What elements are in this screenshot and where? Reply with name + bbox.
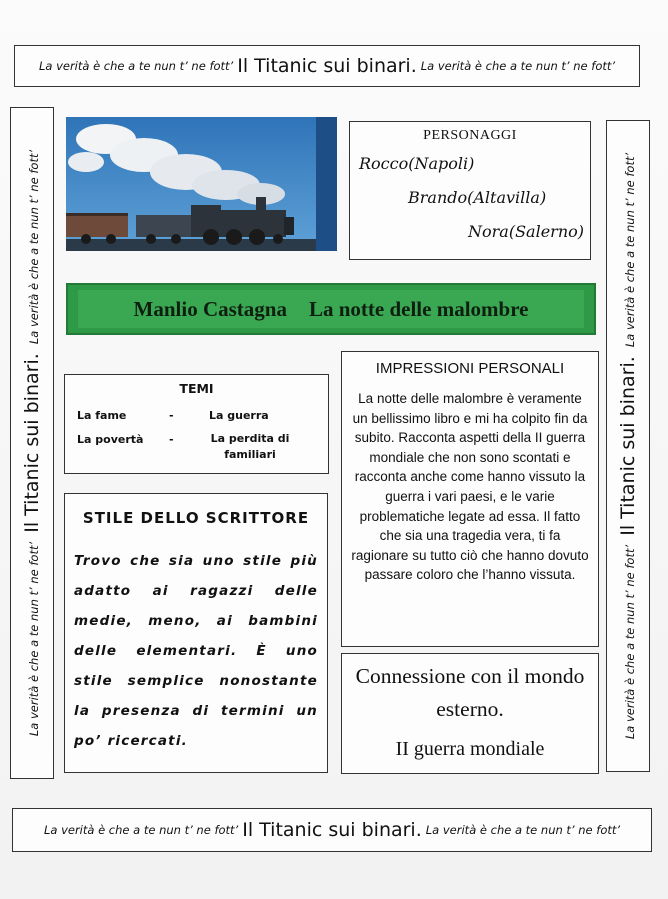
banner-suffix: La verità è che a te nun t’ ne fott’ [420, 59, 616, 73]
impressioni-box [341, 351, 599, 647]
right-banner-title: Il Titanic sui binari. [617, 356, 640, 536]
banner-title: Il Titanic sui binari. [242, 819, 422, 841]
personaggi-item-rocco: Rocco(Napoli) [359, 154, 475, 173]
top-banner [14, 45, 640, 87]
author-name: Manlio Castagna [133, 296, 287, 321]
train-image [66, 117, 337, 251]
tema-poverta: La povertà [77, 433, 144, 446]
tema-perdita: La perdita di familiari [210, 432, 290, 461]
bottom-banner [12, 808, 652, 852]
personaggi-item-brando: Brando(Altavilla) [408, 188, 547, 207]
book-title: La notte delle malombre [308, 296, 529, 321]
title-bar-inner [78, 290, 584, 328]
tema-guerra: La guerra [209, 409, 269, 422]
right-banner-prefix: La verità è che a te nun t’ ne fott’ [623, 544, 638, 740]
title-bar [66, 283, 596, 335]
temi-box [64, 374, 329, 474]
tema-separator: - [169, 409, 174, 422]
train-icon [66, 117, 337, 251]
connessione-item: II guerra mondiale [395, 738, 545, 760]
personaggi-item-nora: Nora(Salerno) [468, 222, 584, 241]
banner-title: Il Titanic sui binari. [237, 55, 417, 77]
right-banner-suffix: La verità è che a te nun t’ ne fott’ [623, 152, 638, 348]
left-banner-suffix: La verità è che a te nun t’ ne fott’ [27, 149, 42, 345]
right-vertical-banner [606, 120, 650, 772]
left-banner-title: Il Titanic sui binari. [21, 353, 44, 533]
temi-heading: TEMI [179, 381, 214, 396]
stile-text: Trovo che sia uno stile più adatto ai ragazzi delle medie, meno, ai bambini delle elementari. È uno stile semplice nonostante la presenza di termini un po’ ricercati. [74, 553, 318, 749]
left-vertical-banner [10, 107, 54, 779]
connessione-box [341, 653, 599, 774]
banner-suffix: La verità è che a te nun t’ ne fott’ [425, 823, 621, 837]
banner-prefix: La verità è che a te nun t’ ne fott’ [38, 59, 234, 73]
impressioni-heading: IMPRESSIONI PERSONALI [375, 360, 565, 377]
connessione-heading: Connessione con il mondo esterno. [355, 664, 585, 721]
tema-separator: - [169, 433, 174, 446]
stile-box [64, 493, 328, 773]
banner-prefix: La verità è che a te nun t’ ne fott’ [43, 823, 239, 837]
left-banner-prefix: La verità è che a te nun t’ ne fott’ [27, 541, 42, 737]
personaggi-box [349, 121, 591, 260]
impressioni-text: La notte delle malombre è veramente un bellissimo libro e mi ha colpito fin da subito. Racconta aspetti della II guerra mondiale che non sono scontati e racconta anche come hanno vissuto la guerra i vari paesi, e le varie problematiche legate ad essa. Il fatto che sia una tragedia vera, ti fa ragionare su tutto ciò che hanno dovuto passare coloro che l’hanno vissuta. [351, 391, 589, 583]
tema-fame: La fame [77, 409, 127, 422]
personaggi-heading: PERSONAGGI [423, 128, 517, 143]
stile-heading: STILE DELLO SCRITTORE [82, 509, 310, 527]
